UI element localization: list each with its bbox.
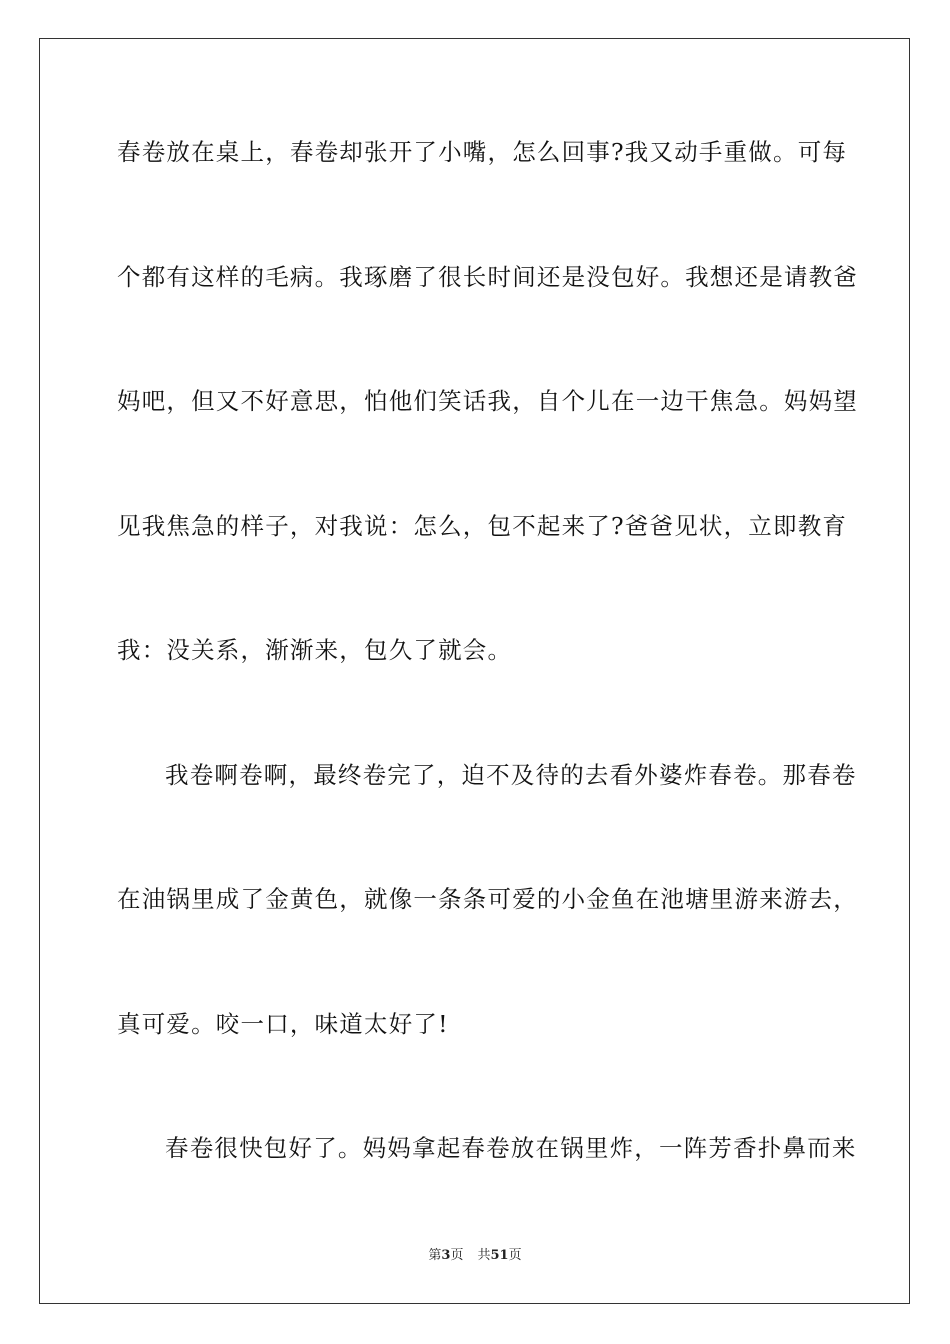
page-prefix: 第 (428, 1248, 442, 1263)
total-pages-number: 51 (490, 1248, 509, 1263)
paragraph-line-1: 春卷放在桌上，春卷却张开了小嘴，怎么回事?我又动手重做。可每 (117, 138, 848, 166)
paragraph-line-2: 个都有这样的毛病。我琢磨了很长时间还是没包好。我想还是请教爸 (117, 263, 858, 291)
current-page-number: 3 (441, 1248, 451, 1263)
page-suffix: 页 (450, 1248, 464, 1263)
total-prefix: 共 (477, 1248, 491, 1263)
paragraph-line-5: 我：没关系，渐渐来，包久了就会。 (117, 636, 513, 664)
page-footer (0, 1247, 950, 1265)
total-suffix: 页 (508, 1248, 522, 1263)
paragraph-line-9: 春卷很快包好了。妈妈拿起春卷放在锅里炸，一阵芳香扑鼻而来 (165, 1134, 857, 1162)
paragraph-line-7: 在油锅里成了金黄色，就像一条条可爱的小金鱼在池塘里游来游去， (117, 885, 858, 913)
paragraph-line-4: 见我焦急的样子，对我说：怎么，包不起来了?爸爸见状，立即教育 (117, 512, 848, 540)
paragraph-line-6: 我卷啊卷啊，最终卷完了，迫不及待的去看外婆炸春卷。那春卷 (165, 761, 857, 789)
paragraph-line-3: 妈吧，但又不好意思，怕他们笑话我，自个儿在一边干焦急。妈妈望 (117, 387, 858, 415)
paragraph-line-8: 真可爱。咬一口，味道太好了! (117, 1010, 449, 1038)
page-border (39, 38, 910, 1304)
